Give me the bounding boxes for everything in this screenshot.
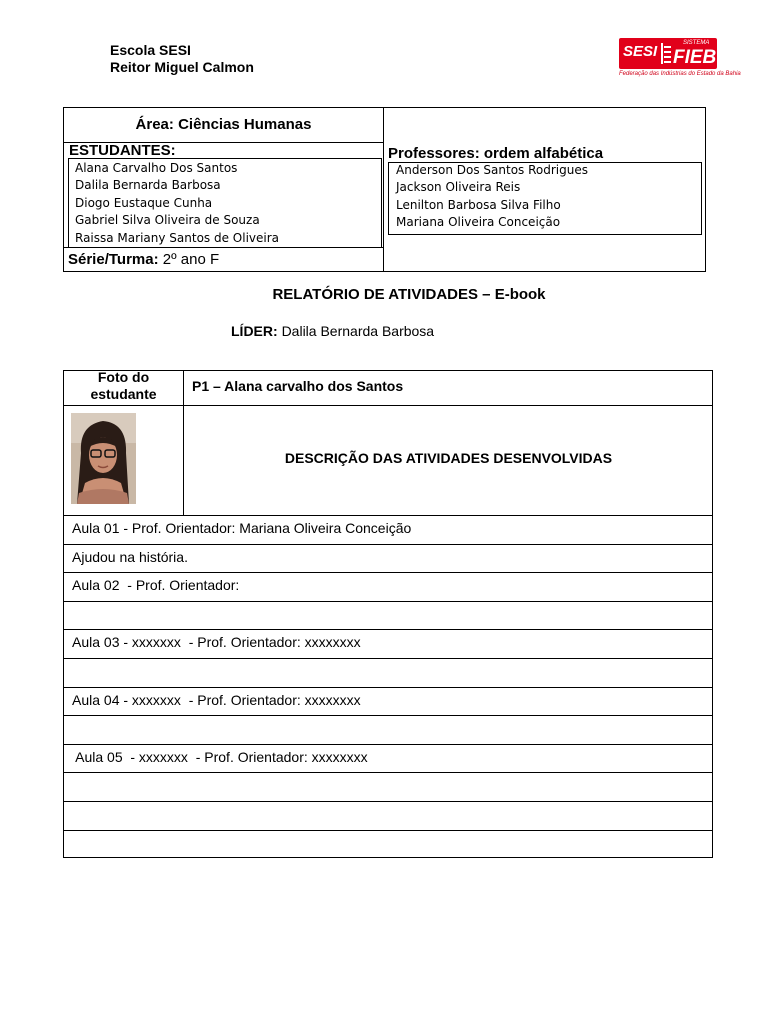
students-list: [75, 160, 279, 247]
report-title: RELATÓRIO DE ATIVIDADES – E-book: [272, 286, 546, 303]
leader-label: LÍDER:: [231, 323, 278, 339]
table-row-border: [63, 715, 713, 716]
table-row-border: [63, 629, 713, 630]
table-row: Aula 04 - xxxxxxx - Prof. Orientador: xxxxxxxx: [72, 692, 361, 708]
students-title: ESTUDANTES:: [69, 142, 176, 159]
table-row-border: [63, 544, 713, 545]
logo-lines-icon: [660, 43, 672, 64]
student-item: Alana Carvalho Dos Santos: [75, 161, 238, 175]
school-line-2: Reitor Miguel Calmon: [110, 59, 254, 75]
professor-item: Jackson Oliveira Reis: [396, 180, 521, 195]
table-row-border: [63, 772, 713, 773]
table-row-border: [63, 515, 713, 516]
leader-name: Dalila Bernarda Barbosa: [281, 323, 435, 339]
table-row-border: [63, 744, 713, 745]
logo-fieb: FIEB: [673, 47, 717, 68]
table-row-border: [63, 658, 713, 659]
professor-item: Lenilton Barbosa Silva Filho: [396, 197, 561, 212]
table-row: Aula 03 - xxxxxxx - Prof. Orientador: xxxxxxxx: [72, 634, 361, 650]
table-row: Aula 02 - Prof. Orientador:: [72, 577, 240, 593]
student-photo: [71, 413, 136, 504]
professor-item: Anderson Dos Santos Rodrigues: [396, 163, 588, 177]
photo-label: Foto do estudante: [90, 369, 157, 402]
student-item: Raissa Mariany Santos de Oliveira: [75, 230, 280, 245]
school-name: [110, 42, 254, 76]
activity-table-divider: [183, 370, 184, 515]
student-name: P1 – Alana carvalho dos Santos: [192, 378, 404, 394]
table-row-border: [63, 601, 713, 602]
table-row: Ajudou na história.: [72, 549, 188, 565]
table-row-border: [63, 801, 713, 802]
area-title: Área: Ciências Humanas: [135, 116, 312, 133]
logo-sistema: SISTEMA: [683, 40, 710, 46]
serie-label: Série/Turma:: [68, 251, 159, 268]
logo-federacao: Federação das Indústrias do Estado da Bahia: [619, 71, 741, 77]
student-item: Dalila Bernarda Barbosa: [75, 178, 221, 193]
serie-value: 2º ano F: [162, 251, 220, 268]
table-row-border: [63, 687, 713, 688]
leader: [231, 323, 434, 339]
table-row: Aula 05 - xxxxxxx - Prof. Orientador: xxxxxxxx: [72, 749, 368, 765]
professors-title: Professores: ordem alfabética: [388, 145, 604, 162]
description-title: DESCRIÇÃO DAS ATIVIDADES DESENVOLVIDAS: [284, 450, 613, 466]
professor-item: Mariana Oliveira Conceição: [396, 215, 561, 230]
table-row-border: [63, 572, 713, 573]
student-item: Diogo Eustaque Cunha: [75, 195, 213, 210]
logo-sesi: SESI: [623, 43, 658, 60]
table-row: Aula 01 - Prof. Orientador: Mariana Oliveira Conceição: [72, 520, 412, 536]
school-line-1: Escola SESI: [110, 42, 191, 58]
sesi-fieb-logo: [619, 38, 741, 83]
student-item: Gabriel Silva Oliveira de Souza: [75, 213, 260, 228]
serie-turma: [68, 251, 219, 268]
table-row-border: [63, 830, 713, 831]
activity-table-divider: [63, 405, 713, 406]
activity-table: [63, 370, 713, 858]
professors-list: [396, 162, 588, 232]
